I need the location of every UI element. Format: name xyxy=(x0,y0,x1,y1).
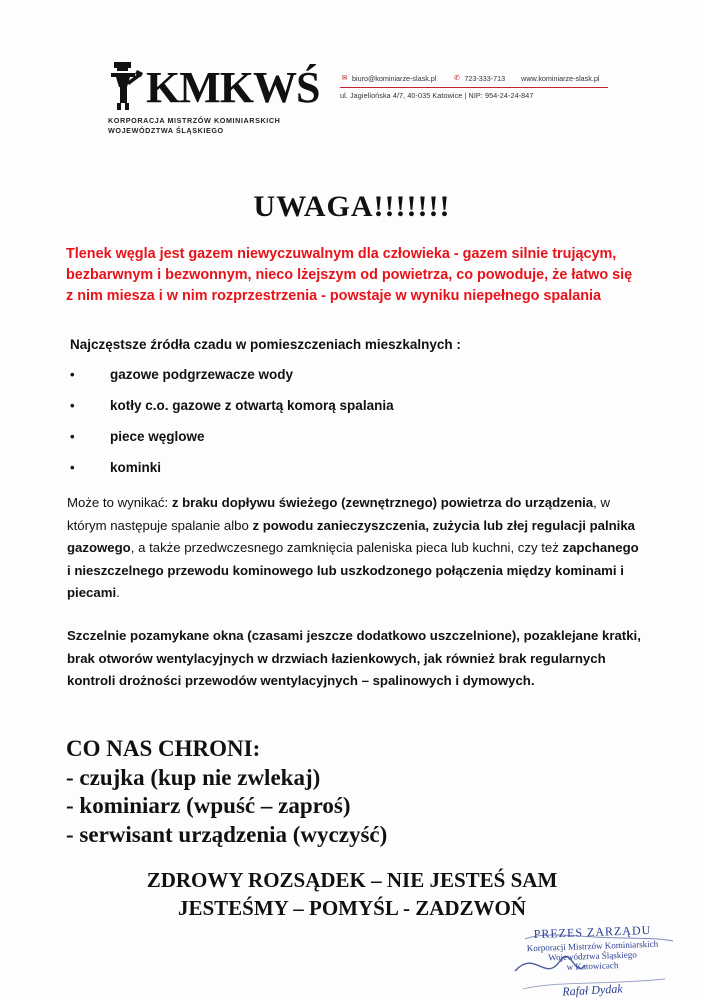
president-stamp xyxy=(505,922,680,999)
contact-address-nip: ul. Jagiellońska 4/7, 40-035 Katowice | NIP: 954-24-24-847 xyxy=(340,91,534,100)
letterhead xyxy=(0,58,704,158)
stamp-line-3: Województwa Śląskiego xyxy=(548,949,637,963)
protection-heading: CO NAS CHRONI: xyxy=(66,736,261,761)
contact-phone[interactable]: 723-333-713 xyxy=(464,74,506,83)
stamp-line-2: Korporacji Mistrzów Kominiarskich xyxy=(526,938,659,954)
sources-list xyxy=(70,367,630,491)
list-item xyxy=(70,429,630,460)
divider xyxy=(340,87,608,88)
stamp-line-4: w Katowicach xyxy=(566,960,619,972)
list-item xyxy=(70,460,630,491)
protection-item-3: - serwisant urządzenia (wyczyść) xyxy=(66,821,388,847)
logo-subtitle-line1: KORPORACJA MISTRZÓW KOMINIARSKICH xyxy=(108,116,281,125)
causes-text-3: , a także przedwczesnego zamknięcia paleniska pieca lub kuchni, czy też xyxy=(130,540,563,555)
signature-name: Rafał Dydak xyxy=(561,981,623,999)
ventilation-paragraph: Szczelnie pozamykane okna (czasami jeszcze dodatkowo uszczelnione), pozaklejane kratki, brak otworów wentylacyjnych w drzwiach łazienkowych, jak również brak regularnych kontroli drożności przewodów wentylacyjnych – spalinowych i dymowych. xyxy=(67,628,641,688)
bullet-icon: • xyxy=(70,367,75,382)
phone-icon: ✆ xyxy=(453,75,460,82)
protection-item-2: - kominiarz (wpuść – zaproś) xyxy=(66,793,351,818)
protection-block xyxy=(66,735,666,849)
company-logo xyxy=(108,58,338,136)
causes-text-2: , w którym następuje spalanie albo xyxy=(67,495,610,533)
list-item-label: piece węglowe xyxy=(110,429,205,444)
contact-info xyxy=(340,74,610,100)
envelope-icon: ✉ xyxy=(341,75,348,82)
sources-heading: Najczęstsze źródła czadu w pomieszczeniach mieszkalnych : xyxy=(70,337,461,352)
contact-email[interactable]: biuro@kominiarze-slask.pl xyxy=(352,74,437,83)
causes-bold-2: z powodu zanieczyszczenia, zużycia lub złej regulacji palnika gazowego xyxy=(67,517,636,555)
warning-paragraph: Tlenek węgla jest gazem niewyczuwalnym dla człowieka - gazem silnie trującym, bezbarwnym i bezwonnym, nieco lżejszym od powietrza, co powoduje, że łatwo się z nim miesza i w nim rozprzestrzenia - powstaje w wyniku niepełnego spalania xyxy=(66,246,633,304)
closing-line-1: ZDROWY ROZSĄDEK – NIE JESTEŚ SAM xyxy=(146,868,558,892)
contact-website[interactable]: www.kominiarze-slask.pl xyxy=(521,74,600,83)
stamp-line-1: PREZES ZARZĄDU xyxy=(533,922,652,942)
list-item xyxy=(70,367,630,398)
closing-line-2: JESTEŚMY – POMYŚL - ZADZWOŃ xyxy=(177,896,527,920)
causes-bold-1: z braku dopływu świeżego (zewnętrznego) powietrza do urządzenia xyxy=(171,495,594,510)
list-item-label: gazowe podgrzewacze wody xyxy=(110,367,294,382)
bullet-icon: • xyxy=(70,398,75,413)
causes-text-4: . xyxy=(116,585,120,600)
bullet-icon: • xyxy=(70,429,75,444)
causes-paragraph xyxy=(67,492,639,605)
list-item-label: kominki xyxy=(110,460,162,475)
causes-bold-3: zapchanego i nieszczelnego przewodu kominowego lub uszkodzonego połączenia między kominami i piecami xyxy=(67,540,639,600)
causes-text-1: Może to wynikać: xyxy=(67,495,172,510)
chimney-sweep-icon xyxy=(108,60,144,110)
closing-block xyxy=(0,866,704,922)
list-item-label: kotły c.o. gazowe z otwartą komorą spalania xyxy=(110,398,394,413)
logo-wordmark: KMKWŚ xyxy=(146,63,320,112)
logo-subtitle-line2: WOJEWÓDZTWA ŚLĄSKIEGO xyxy=(108,126,224,135)
bullet-icon: • xyxy=(70,460,75,475)
list-item xyxy=(70,398,630,429)
page-title: UWAGA!!!!!!! xyxy=(253,190,451,223)
protection-item-1: - czujka (kup nie zwlekaj) xyxy=(66,764,321,790)
